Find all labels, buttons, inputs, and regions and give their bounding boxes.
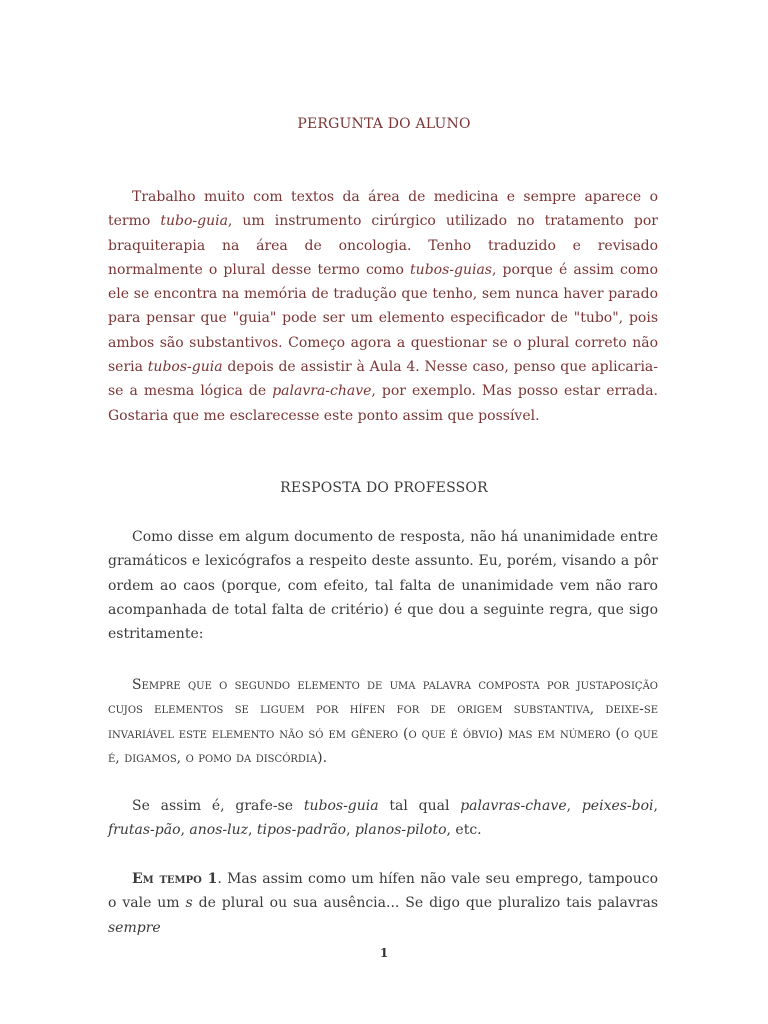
answer-paragraph-1: Como disse em algum documento de resposta, não há unanimidade entre gramáticos e lexicógrafos a respeito deste assunto. Eu, porém, visando a pôr ordem ao caos (porque, com efeito, tal falta de unanimidade vem não raro acompanhada de total falta de critério) é que dou a seguinte regra, que sigo estritamente: bbox=[108, 529, 658, 643]
rule-paragraph: Sempre que o segundo elemento de uma palavra composta por justaposição cujos elementos se liguem por hífen for de origem substantiva, deixe-se invariável este elemento não só em gênero (o que é óbvio) mas em número (o que é, digamos, o pomo da discórdia). bbox=[108, 677, 658, 766]
term-palavra-chave: palavra-chave bbox=[272, 383, 372, 400]
term-tubo-guia: tubo-guia bbox=[160, 213, 228, 230]
question-paragraph: Trabalho muito com textos da área de medicina e sempre aparece o termo tubo-guia, um instrumento cirúrgico utilizado no tratamento por braquiterapia na área de oncologia. Tenho traduzido e revisado normalmente o plural desse termo como tubos-guias, porque é assim como ele se encontra na memória de tradução que tenho, sem nunca haver parado para pensar que "guia" pode ser um elemento especificador de "tubo", pois ambos são substantivos. Começo agora a questionar se o plural correto não seria tubos-guia depois de assistir à Aula 4. Nesse caso, penso que aplicaria-se a mesma lógica de palavra-chave, por exemplo. Mas posso estar errada. Gostaria que me esclarecesse este ponto assim que possível. bbox=[108, 189, 659, 424]
em-tempo-label: Em tempo 1 bbox=[132, 871, 218, 887]
term-tubos-guias: tubos-guias bbox=[410, 261, 492, 278]
question-heading: PERGUNTA DO ALUNO bbox=[297, 116, 471, 132]
term-tubos-guia: tubos-guia bbox=[147, 359, 223, 376]
answer-heading: RESPOSTA DO PROFESSOR bbox=[280, 480, 488, 496]
examples-paragraph: Se assim é, grafe-se tubos-guia tal qual palavras-chave, peixes-boi, frutas-pão, anos-luz, tipos-padrão, planos-piloto, etc. bbox=[108, 798, 658, 839]
page-number: 1 bbox=[379, 946, 389, 960]
em-tempo-paragraph: Em tempo 1. Mas assim como um hífen não vale seu emprego, tampouco o vale um s de plural ou sua ausência... Se digo que pluralizo tais palavras sempre bbox=[108, 871, 658, 936]
